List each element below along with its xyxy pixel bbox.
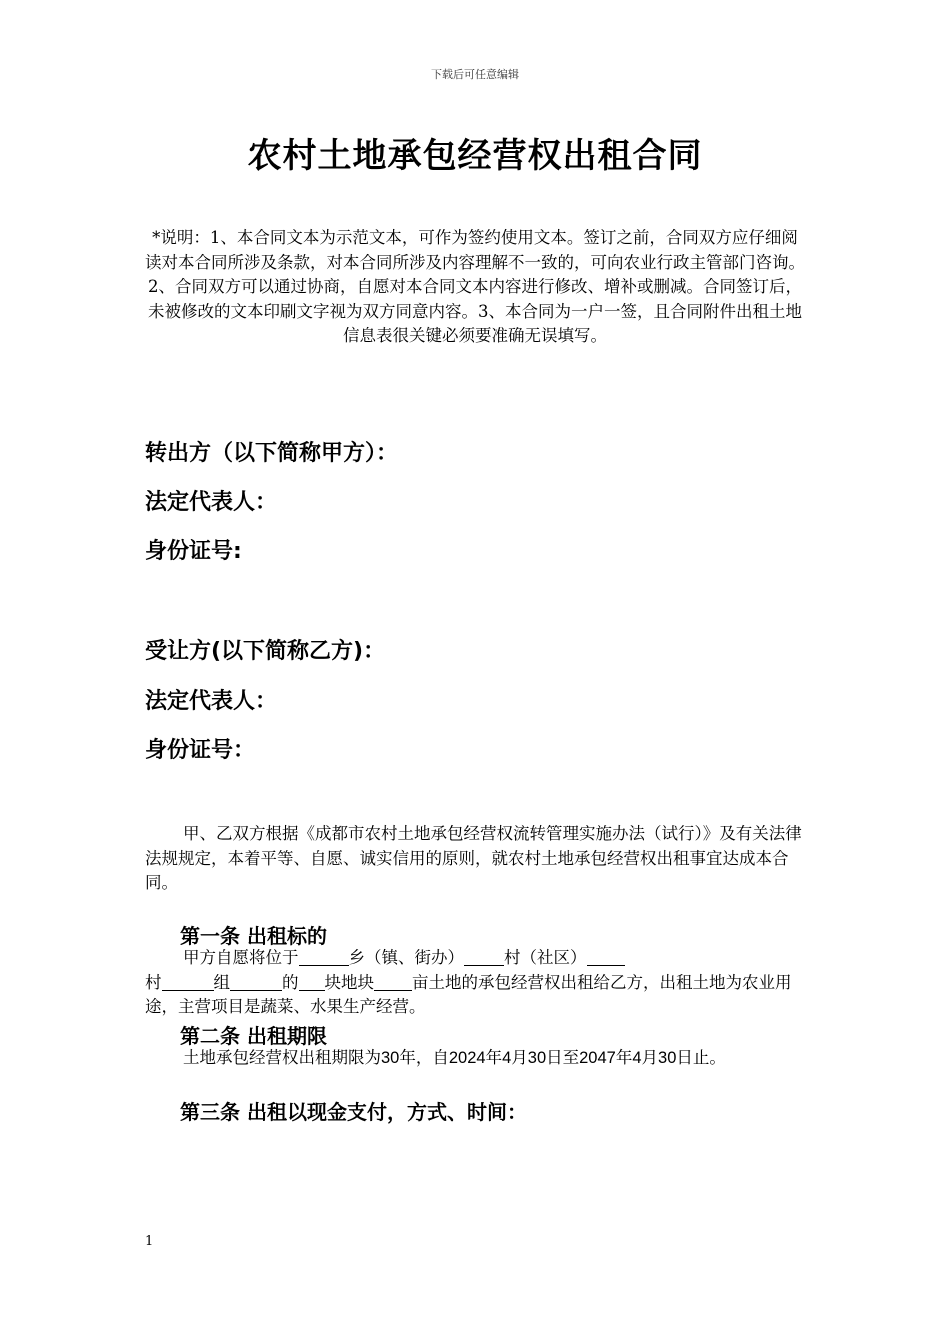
party-b-representative: 法定代表人：: [145, 689, 278, 714]
article-2-body: 土地承包经营权出租期限为30年，自2024年4月30日至2047年4月30日止。: [183, 1048, 726, 1067]
village-blank[interactable]: [464, 949, 504, 966]
article-1-title: 第一条 出租标的: [180, 924, 327, 948]
header-note: 下载后可任意编辑: [431, 68, 519, 81]
party-a-label: 转出方（以下简称甲方）：: [145, 441, 399, 466]
township-blank[interactable]: [299, 949, 349, 966]
party-a-id-number: 身份证号:: [145, 539, 242, 564]
party-b-id-number: 身份证号：: [145, 738, 256, 763]
intro-paragraph: 甲、乙双方根据《成都市农村土地承包经营权流转管理实施办法（试行）》及有关法律法规规定，本着平等、自愿、诚实信用的原则，就农村土地承包经营权出租事宜达成本合同。: [145, 824, 802, 892]
page-number: 1: [145, 1234, 154, 1249]
article-3-title: 第三条 出租以现金支付，方式、时间：: [180, 1100, 527, 1124]
village-2-blank[interactable]: [162, 974, 214, 991]
article-2-title: 第二条 出租期限: [180, 1024, 327, 1048]
contract-title: 农村土地承包经营权出租合同: [247, 136, 703, 176]
party-a-representative: 法定代表人：: [145, 490, 278, 515]
group-blank[interactable]: [230, 974, 282, 991]
plot-count-blank[interactable]: [299, 974, 325, 991]
instructions-note: *说明：1、本合同文本为示范文本，可作为签约使用文本。签订之前，合同双方应仔细阅读对本合同所涉及条款，对本合同所涉及内容理解不一致的，可向农业行政主管部门咨询。2、合同双方可以通过协商，自愿对本合同文本内容进行修改、增补或删减。合同签订后，未被修改的文本印刷文字视为双方同意内容。3、本合同为一户一签，且合同附件出租土地信息表很关键必须要准确无误填写。: [145, 228, 805, 345]
article-1-body: 甲方自愿将位于 乡（镇、街办） 村（社区） 村 组 的 块地块 亩土地的承包经营权出租给乙方，出租土地为农业用途，主营项目是蔬菜、水果生产经营。: [145, 948, 792, 1016]
party-b-label: 受让方(以下简称乙方)：: [145, 639, 386, 664]
community-blank[interactable]: [587, 949, 625, 966]
area-blank[interactable]: [374, 974, 412, 991]
